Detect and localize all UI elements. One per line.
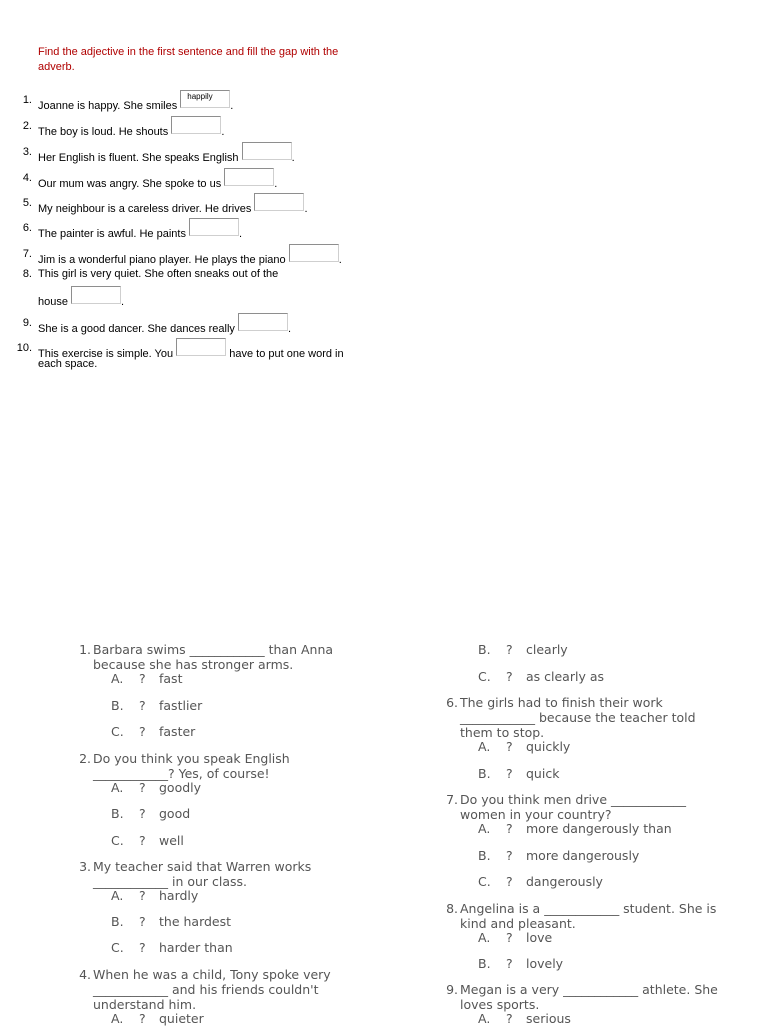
item-sentence: Our mum was angry. She spoke to us <box>38 178 222 190</box>
radio-placeholder[interactable]: ? <box>506 956 513 971</box>
item-sentence: My neighbour is a careless driver. He drives <box>38 203 252 215</box>
question-stem: When he was a child, Tony spoke very ____________ and his friends couldn't understand him. <box>93 967 331 1012</box>
radio-placeholder[interactable]: ? <box>506 766 513 781</box>
item-sentence: The painter is awful. He paints <box>38 228 186 240</box>
question-number: 8. <box>446 901 458 916</box>
question-stem: The girls had to finish their work ____________ because the teacher told them to stop. <box>460 695 696 740</box>
item-end: . <box>338 254 342 266</box>
question-stem: My teacher said that Warren works ____________ in our class. <box>93 859 312 889</box>
radio-placeholder[interactable]: ? <box>139 724 146 739</box>
item-sentence: house <box>38 296 68 308</box>
radio-placeholder[interactable]: ? <box>139 806 146 821</box>
item-number: 5. <box>22 197 32 209</box>
radio-placeholder[interactable]: ? <box>506 874 513 889</box>
item-sentence: The boy is loud. He shouts <box>38 126 169 138</box>
exercise-instructions: Find the adjective in the first sentence and fill the gap with the adverb. <box>38 46 339 73</box>
item-number: 10. <box>16 342 32 354</box>
item-end: . <box>239 228 243 240</box>
question-stem: Do you think men drive ____________ women in your country? <box>460 792 686 822</box>
radio-placeholder[interactable]: ? <box>139 833 146 848</box>
item-sentence-line1: This girl is very quiet. She often sneaks out of the <box>38 268 279 280</box>
question-stem: Megan is a very ____________ athlete. She loves sports. <box>460 982 718 1012</box>
question-number: 4. <box>79 967 91 982</box>
item-end: . <box>304 203 308 215</box>
radio-placeholder[interactable]: ? <box>506 848 513 863</box>
item-number: 7. <box>22 248 32 260</box>
radio-placeholder[interactable]: ? <box>139 914 146 929</box>
multiple-choice-right-column: B. ? clearly C. ? as clearly as 6. The girls had to finish their work ____________ because the teacher told them to stop. A. ? quickly B. ? quick 7. Do you think men drive ____________ women in your country? A. ? more dangerously than B. ? more dangerously C. ? dangerously 8. Angelina is a ____________ student. She is kind and pleasant. A. ? love B. ? lovely 9. Megan is a very ____________ athlete. She loves sports. A. ? serious <box>442 0 742 1024</box>
item-sentence: She is a good dancer. She dances really <box>38 323 235 335</box>
radio-placeholder[interactable]: ? <box>139 698 146 713</box>
radio-placeholder[interactable]: ? <box>506 739 513 754</box>
radio-placeholder[interactable]: ? <box>139 780 146 795</box>
radio-placeholder[interactable]: ? <box>506 642 513 657</box>
radio-placeholder[interactable]: ? <box>506 930 513 945</box>
radio-placeholder[interactable]: ? <box>139 1011 146 1026</box>
question-number: 1. <box>79 642 91 657</box>
radio-placeholder[interactable]: ? <box>506 821 513 836</box>
item-sentence: Jim is a wonderful piano player. He plays the piano <box>38 254 286 266</box>
question-stem: Barbara swims ____________ than Anna because she has stronger arms. <box>93 642 334 672</box>
item-number: 6. <box>22 222 32 234</box>
item-sentence-line2: each space. <box>38 358 98 370</box>
item-number: 8. <box>22 268 32 280</box>
item-sentence-tail: have to put one word in <box>229 348 344 360</box>
question-number: 7. <box>446 792 458 807</box>
item-end: . <box>274 178 278 190</box>
question-stem: Do you think you speak English ____________? Yes, of course! <box>93 751 290 781</box>
answer-input[interactable]: happily <box>180 90 230 108</box>
item-end: . <box>230 100 234 112</box>
item-end: . <box>291 152 295 164</box>
radio-placeholder[interactable]: ? <box>139 888 146 903</box>
question-number: 3. <box>79 859 91 874</box>
item-end: . <box>121 296 125 308</box>
question-number: 9. <box>446 982 458 997</box>
item-sentence: Joanne is happy. She smiles <box>38 100 178 112</box>
question-number: 2. <box>79 751 91 766</box>
radio-placeholder[interactable]: ? <box>139 940 146 955</box>
item-number: 4. <box>22 172 32 184</box>
radio-placeholder[interactable]: ? <box>506 1011 513 1026</box>
item-number: 3. <box>22 146 32 158</box>
item-number: 2. <box>22 120 32 132</box>
radio-placeholder[interactable]: ? <box>139 671 146 686</box>
item-number: 9. <box>22 317 32 329</box>
item-sentence: Her English is fluent. She speaks English <box>38 152 239 164</box>
item-end: . <box>287 323 292 335</box>
multiple-choice-left-column: 1. Barbara swims ____________ than Anna because she has stronger arms. A. ? fast B. ? fastlier C. ? faster 2. Do you think you speak English ____________? Yes, of course! A. ? goodly B. ? good C. ? well 3. My teacher said that Warren works ____________ in our class. A. ? hardly B. ? the hardest C. ? harder than 4. When he was a child, Tony spoke very ____________ and his friends couldn't understand him. A. ? quieter <box>75 0 375 1024</box>
question-number: 6. <box>446 695 458 710</box>
item-end: . <box>221 126 225 138</box>
question-stem: Angelina is a ____________ student. She is kind and pleasant. <box>460 901 717 931</box>
item-sentence: This exercise is simple. You <box>38 348 174 360</box>
radio-placeholder[interactable]: ? <box>506 669 513 684</box>
item-number: 1. <box>22 94 32 106</box>
